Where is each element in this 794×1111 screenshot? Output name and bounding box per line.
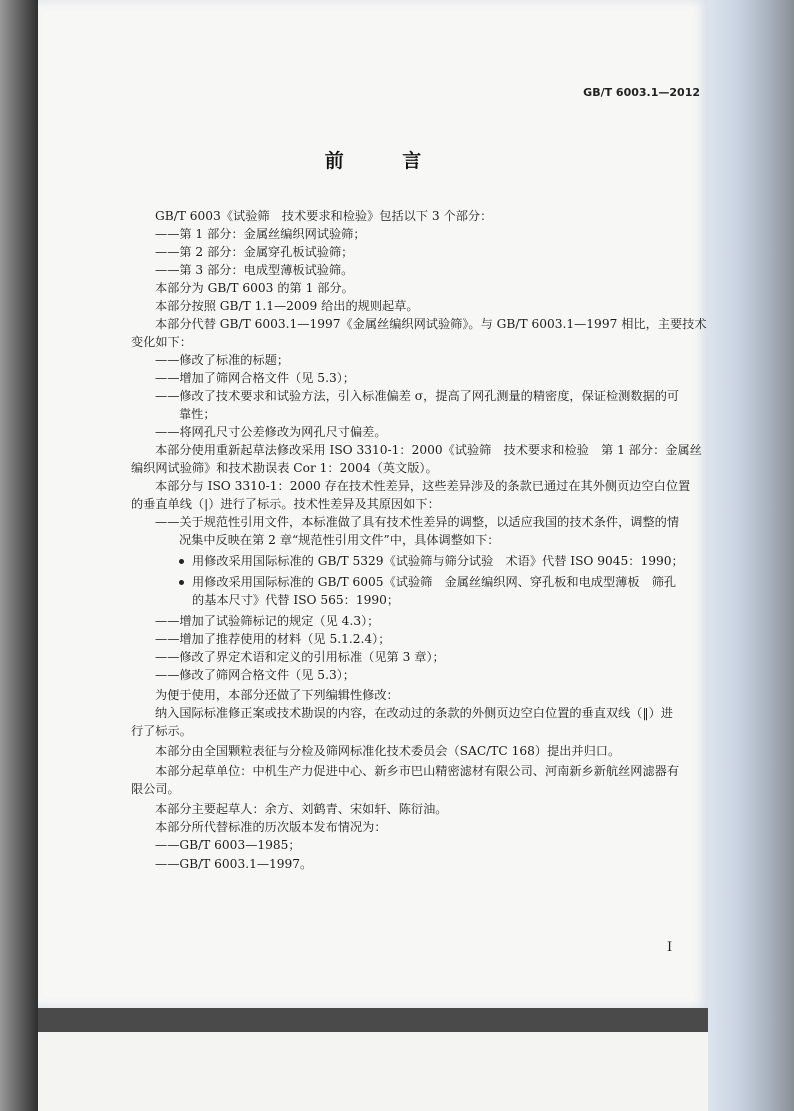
list-item: ——增加了试验筛标记的规定（见 4.3）； [155, 614, 380, 628]
list-item: ——修改了筛网合格文件（见 5.3）； [155, 668, 355, 682]
list-item: ——GB/T 6003.1—1997。 [155, 857, 313, 871]
text-line: 纳入国际标准修正案或技术勘误的内容，在改动过的条款的外侧页边空白位置的垂直双线（‖）进 [155, 706, 673, 720]
text-line: 况集中反映在第 2 章“规范性引用文件”中，具体调整如下： [179, 533, 500, 547]
list-item: ——增加了筛网合格文件（见 5.3）； [155, 371, 355, 385]
text-line: 本部分为 GB/T 6003 的第 1 部分。 [155, 281, 354, 295]
list-item: ——关于规范性引用文件，本标准做了具有技术性差异的调整，以适应我国的技术条件，调整的情 [155, 515, 680, 529]
list-item: ——GB/T 6003—1985； [155, 838, 301, 852]
next-page [38, 1032, 708, 1111]
bullet-item [179, 574, 676, 592]
text-line: 行了标示。 [131, 724, 192, 738]
page-gap [38, 1008, 708, 1032]
page-title: 前 言 [324, 150, 448, 172]
list-item: ——第 2 部分：金属穿孔板试验筛； [155, 245, 354, 259]
text-line: 本部分由全国颗粒表征与分检及筛网标准化技术委员会（SAC/TC 168）提出并归口。 [155, 744, 621, 758]
text-line: 编织网试验筛》和技术勘误表 Cor 1：2004（英文版）。 [131, 461, 438, 475]
text-line: 本部分起草单位：中机生产力促进中心、新乡市巴山精密滤材有限公司、河南新乡新航丝网滤器有 [155, 764, 680, 778]
list-item: ——第 1 部分：金属丝编织网试验筛； [155, 227, 366, 241]
text-line: 变化如下： [131, 335, 192, 349]
text-line: 本部分代替 GB/T 6003.1—1997《金属丝编织网试验筛》。与 GB/T 6003.1—1997 相比，主要技术 [155, 317, 707, 331]
document-number: GB/T 6003.1—2012 [583, 86, 700, 99]
bullet-icon [179, 559, 184, 564]
text-line: 的基本尺寸》代替 ISO 565：1990； [192, 593, 400, 607]
list-item: ——修改了标准的标题； [155, 353, 290, 367]
bullet-text: 用修改采用国际标准的 GB/T 5329《试验筛与筛分试验 术语》代替 ISO 9045：1990； [192, 554, 684, 568]
text-line: 本部分主要起草人：余方、刘鹤青、宋如轩、陈衍油。 [155, 802, 448, 816]
text-line: 本部分使用重新起草法修改采用 ISO 3310-1：2000《试验筛 技术要求和检验 第 1 部分：金属丝 [155, 443, 702, 457]
bullet-icon [179, 580, 184, 585]
text-line: 为便于使用，本部分还做了下列编辑性修改： [155, 688, 399, 702]
bullet-item [179, 553, 684, 571]
text-line: 本部分与 ISO 3310-1：2000 存在技术性差异，这些差异涉及的条款已通过在其外侧页边空白位置 [155, 479, 691, 493]
text-line: 的垂直单线（|）进行了标示。技术性差异及其原因如下： [131, 497, 440, 511]
scan-right-edge [708, 0, 794, 1111]
list-item: ——修改了技术要求和试验方法，引入标准偏差 σ，提高了网孔测量的精密度，保证检测数据的可 [155, 389, 680, 403]
scan-left-edge [0, 0, 38, 1111]
page-number: I [667, 940, 673, 955]
list-item: ——增加了推荐使用的材料（见 5.1.2.4）； [155, 632, 391, 646]
text-line: 本部分按照 GB/T 1.1—2009 给出的规则起草。 [155, 299, 419, 313]
list-item: ——将网孔尺寸公差修改为网孔尺寸偏差。 [155, 425, 387, 439]
list-item: ——修改了界定术语和定义的引用标准（见第 3 章）； [155, 650, 445, 664]
text-line: 限公司。 [131, 782, 180, 796]
text-line: 靠性； [179, 407, 216, 421]
bullet-text: 用修改采用国际标准的 GB/T 6005《试验筛 金属丝编织网、穿孔板和电成型薄板 筛孔 [192, 575, 677, 589]
list-item: ——第 3 部分：电成型薄板试验筛。 [155, 263, 354, 277]
text-line: 本部分所代替标准的历次版本发布情况为： [155, 820, 387, 834]
document-page [38, 0, 708, 1008]
text-line: GB/T 6003《试验筛 技术要求和检验》包括以下 3 个部分： [155, 209, 493, 223]
